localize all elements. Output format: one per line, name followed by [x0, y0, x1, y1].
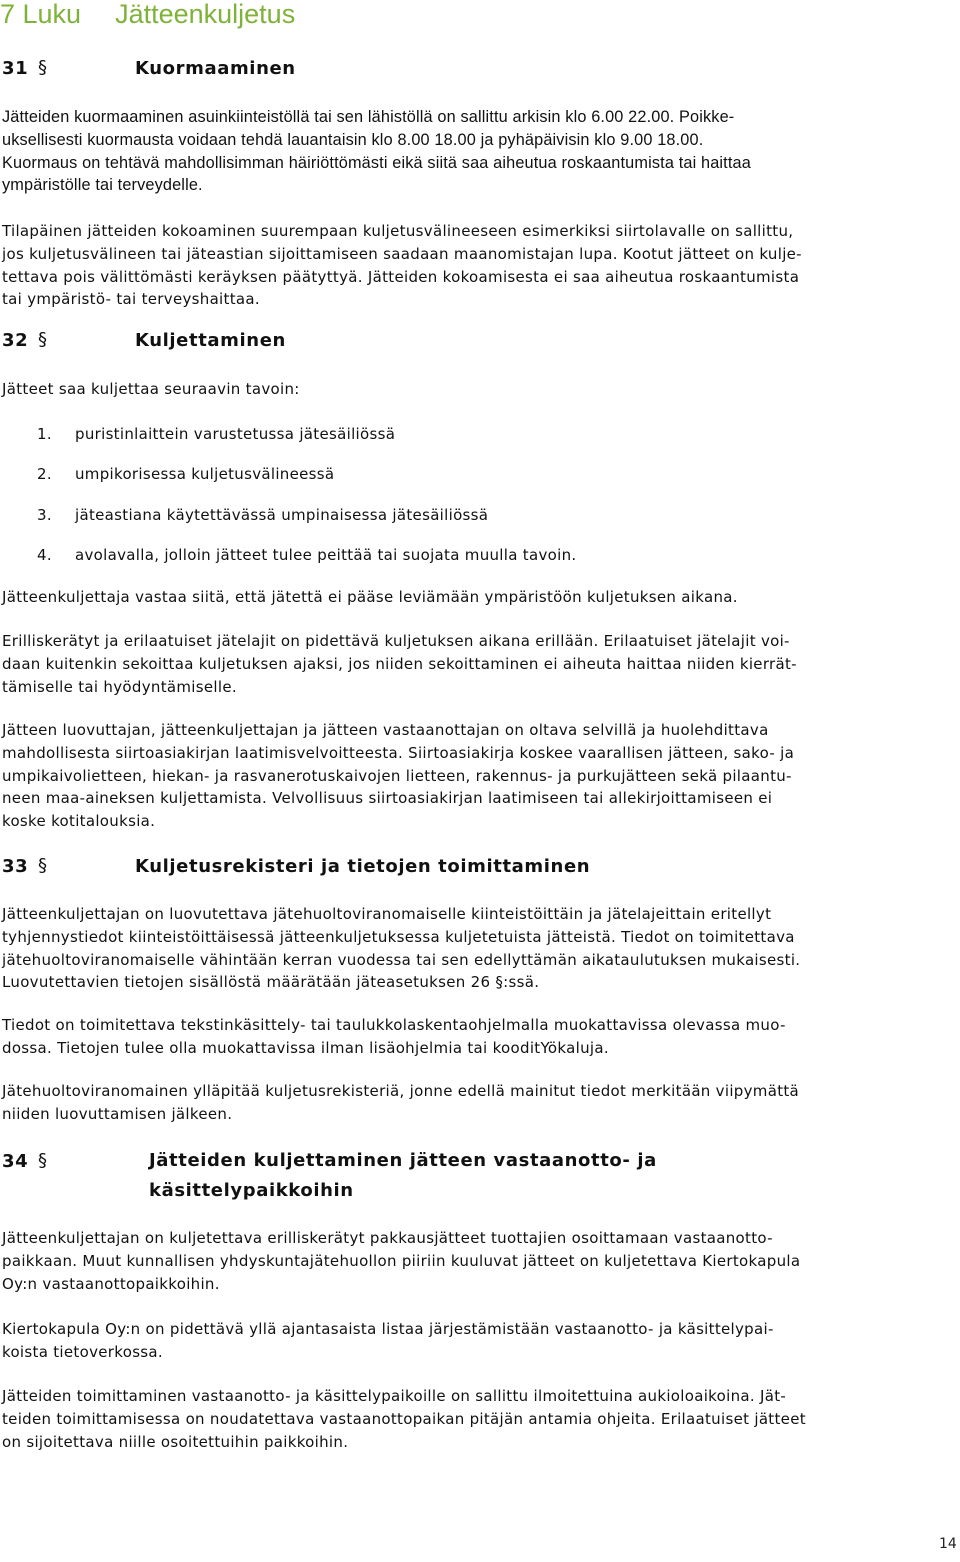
section-symbol: § — [38, 855, 48, 876]
s34-paragraph-1: Jätteenkuljettajan on kuljetettava erilliskerätyt pakkausjätteet tuottajien osoittamaan vastaanotto- paikkaan. Muut kunnallisen yhdyskuntajätehuollon piiriin kuuluvat jätteet on kuljetettava Kiertokapula Oy:n vastaanottopaikkoihin. — [2, 1229, 801, 1293]
s33-paragraph-1: Jätteenkuljettajan on luovutettava jätehuoltoviranomaiselle kiinteistöittäin ja jätelajeittain eritellyt tyhjennystiedot kiinteistöittäisessä jätteenkuljetuksessa kuljetetuista jätteistä. Tiedot on toimitettava jätehuoltoviranomaiselle vähintään kerran vuodessa tai sen edellyttämän aikataulutuksen mukaisesti. Luovutettavien tietojen sisällöstä määrätään jäteasetuksen 26 §:ssä. — [2, 905, 801, 992]
section-title: Kuormaaminen — [135, 58, 296, 79]
s32-paragraph-3: Jätteen luovuttajan, jätteenkuljettajan ja jätteen vastaanottajan on oltava selvillä ja huolehdittava mahdollisesta siirtoasiakirjan laatimisvelvoitteesta. Siirtoasiakirja koskee vaarallisen jätteen, sako- ja umpikaivolietteen, hiekan- ja rasvanerotuskaivojen lietteen, rakennus- ja purkujätteen sekä pilaantu- neen maa-aineksen kuljettamista. Velvollisuus siirtoasiakirjan laatimiseen tai allekirjoittamiseen ei koske kotitalouksia. — [2, 721, 795, 831]
s33-paragraph-2: Tiedot on toimitettava tekstinkäsittely- tai taulukkolaskentaohjelmalla muokattavissa olevassa muo- dossa. Tietojen tulee olla muokattavissa ilman lisäohjelmia tai kooditYökaluja. — [2, 1016, 786, 1057]
s31-paragraph-1: Jätteiden kuormaaminen asuinkiinteistöllä tai sen lähistöllä on sallittu arkisin klo 6.00 22.00. Poikke- uksellisesti kuormausta voidaan tehdä lauantaisin klo 8.00 18.00 ja pyhäpäivisin klo 9.00 18.00. Kuormaus on tehtävä mahdollisimman häiriöttömästi eikä siitä saa aiheutua roskaantumista tai haittaa ympäristölle tai terveydelle. — [2, 108, 751, 195]
list-item: 3. jäteastiana käytettävässä umpinaisessa jätesäiliössä — [37, 506, 489, 524]
chapter-title: Jätteenkuljetus — [115, 0, 296, 29]
section-number: 32 — [2, 330, 29, 351]
list-item: 2. umpikorisessa kuljetusvälineessä — [37, 465, 335, 483]
list-item: 4. avolavalla, jolloin jätteet tulee peittää tai suojata muulla tavoin. — [37, 546, 577, 564]
page-number: 14 — [939, 1536, 957, 1552]
section-symbol: § — [38, 57, 48, 78]
chapter-number: 7 Luku — [0, 0, 82, 29]
s34-paragraph-3: Jätteiden toimittaminen vastaanotto- ja käsittelypaikoille on sallittu ilmoitettuina aukioloaikoina. Jät- teiden toimittamisessa on noudatettava vastaanottopaikan pitäjän antamia ohjeita. Erilaatuiset jätteet on sijoitettava niille osoitettuihin paikkoihin. — [2, 1387, 806, 1451]
section-number: 34 — [2, 1151, 29, 1172]
section-title: Kuljettaminen — [135, 330, 286, 351]
section-symbol: § — [38, 1150, 48, 1171]
section-title: Kuljetusrekisteri ja tietojen toimittaminen — [135, 856, 591, 877]
s32-paragraph-2: Erilliskerätyt ja erilaatuiset jätelajit on pidettävä kuljetuksen aikana erillään. Erilaatuiset jätelajit voi- daan kuitenkin sekoittaa kuljetuksen ajaksi, jos niiden sekoittaminen ei aiheuta haittaa niiden kierrät- tämiselle tai hyödyntämiselle. — [2, 632, 797, 696]
list-item: 1. puristinlaittein varustetussa jätesäiliössä — [37, 425, 396, 443]
chapter-heading — [0, 0, 295, 28]
s34-paragraph-2: Kiertokapula Oy:n on pidettävä yllä ajantasaista listaa järjestämistään vastaanotto- ja käsittelypai- koista tietoverkossa. — [2, 1320, 774, 1361]
s31-paragraph-2: Tilapäinen jätteiden kokoaminen suurempaan kuljetusvälineeseen esimerkiksi siirtolavalle on sallittu, jos kuljetusvälineen tai jäteastian sijoittamiseen saadaan maanomistajan lupa. Kootut jätteet on kulje- tettava pois välittömästi keräyksen päätyttyä. Jätteiden kokoamisesta ei saa aiheutua roskaantumista tai ympäristö- tai terveyshaittaa. — [2, 222, 802, 309]
s33-paragraph-3: Jätehuoltoviranomainen ylläpitää kuljetusrekisteriä, jonne edellä mainitut tiedot merkitään viipymättä niiden luovuttamisen jälkeen. — [2, 1082, 800, 1123]
s32-intro: Jätteet saa kuljettaa seuraavin tavoin: — [2, 380, 300, 398]
section-number: 31 — [2, 58, 29, 79]
section-number: 33 — [2, 856, 29, 877]
section-title: Jätteiden kuljettaminen jätteen vastaanotto- ja käsittelypaikkoihin — [149, 1150, 657, 1201]
section-symbol: § — [38, 329, 48, 350]
s32-paragraph-1: Jätteenkuljettaja vastaa siitä, että jätettä ei pääse leviämään ympäristöön kuljetuksen aikana. — [2, 588, 738, 606]
